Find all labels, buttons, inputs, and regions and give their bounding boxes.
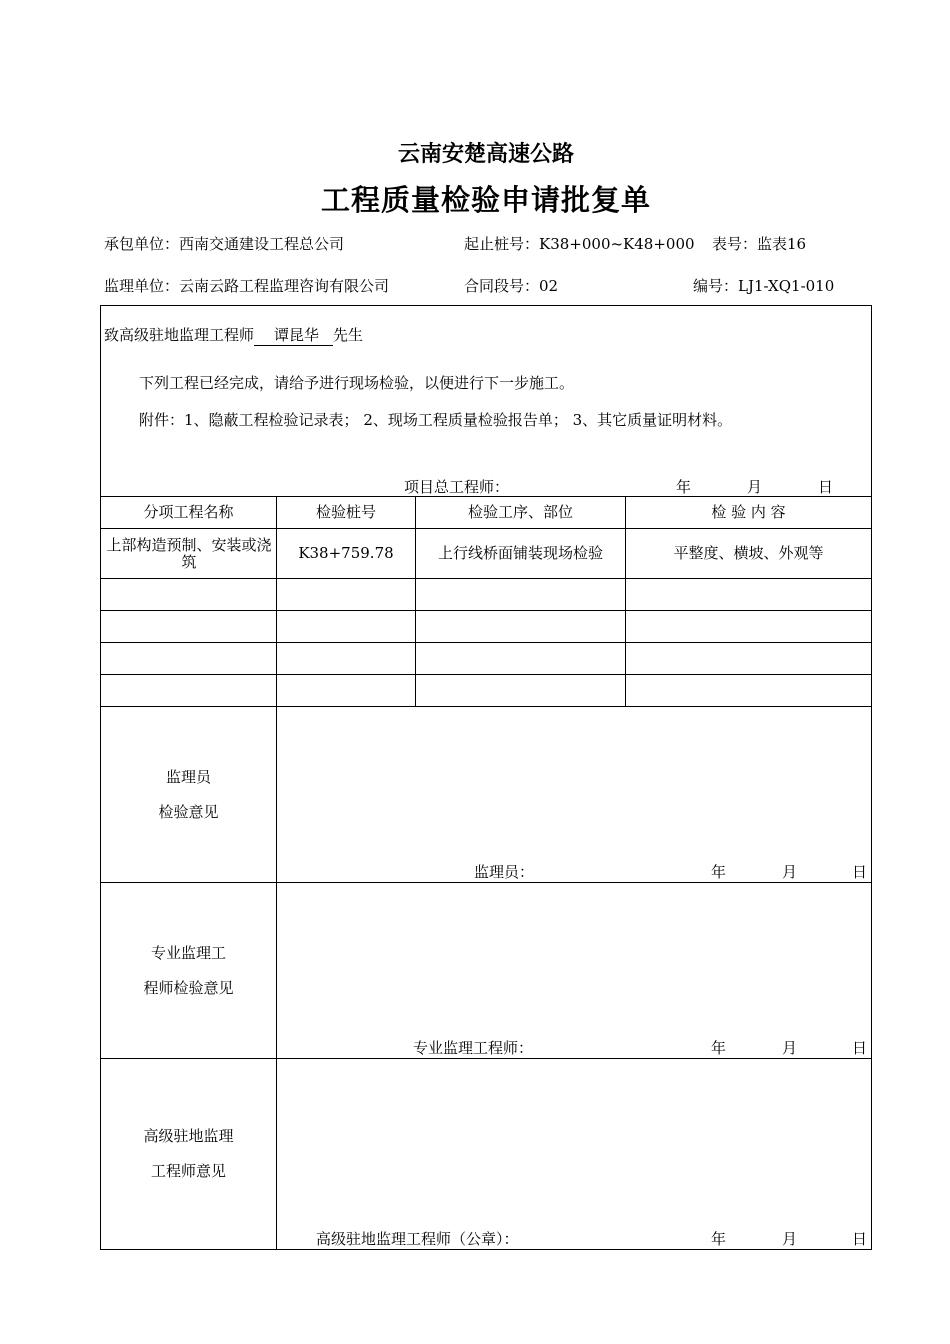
supervisor-unit: 监理单位：云南云路工程监理咨询有限公司 (104, 277, 390, 295)
date-month: 月 (782, 863, 798, 881)
divider (100, 674, 872, 675)
date-day: 日 (852, 1039, 868, 1057)
opinion-label-line: 程师检验意见 (143, 978, 234, 997)
header-process: 检验工序、部位 (467, 503, 573, 521)
supervisor-signature-label: 监理员： (474, 863, 535, 881)
chief-engineer-label: 项目总工程师： (404, 478, 510, 496)
date-month: 月 (782, 1230, 798, 1248)
request-body: 下列工程已经完成，请给予进行现场检验，以便进行下一步施工。 (139, 374, 575, 392)
header-station: 检验桩号 (315, 503, 376, 521)
date-year: 年 (711, 1230, 727, 1248)
addressee-name: 谭昆华 (254, 324, 333, 346)
divider (100, 642, 872, 643)
date-year: 年 (711, 863, 727, 881)
opinion-label-line: 专业监理工 (150, 943, 226, 962)
opinion-label-line: 工程师意见 (150, 1162, 226, 1180)
station-range: 起止桩号：K38+000~K48+000 (464, 235, 695, 253)
contract-section: 合同段号：02 (464, 277, 559, 295)
divider (100, 610, 872, 611)
form-number: 表号：监表16 (712, 235, 807, 253)
date-month: 月 (782, 1039, 798, 1057)
addressee-prefix: 致高级驻地监理工程师 (104, 326, 255, 344)
table-cell: 上部构造预制、安装或浇筑 (106, 535, 272, 571)
divider (100, 578, 872, 579)
opinion-label (101, 1059, 276, 1249)
table-cell: 上行线桥面铺装现场检验 (437, 544, 603, 562)
header-item-name: 分项工程名称 (143, 503, 234, 521)
addressee-suffix: 先生 (333, 326, 364, 344)
date-day: 日 (818, 478, 834, 496)
date-year: 年 (676, 478, 692, 496)
header-content: 检 验 内 容 (711, 503, 786, 521)
table-cell: K38+759.78 (298, 544, 394, 562)
date-year: 年 (711, 1039, 727, 1057)
serial-number: 编号：LJ1-XQ1-010 (693, 277, 835, 295)
opinion-label (101, 707, 276, 882)
opinion-label-line: 监理员 (165, 767, 211, 786)
addressee-line (104, 324, 363, 346)
date-day: 日 (852, 863, 868, 881)
form-title: 工程质量检验申请批复单 (320, 183, 651, 217)
resident-engineer-signature-label: 高级驻地监理工程师（公章）： (316, 1230, 519, 1248)
attachments: 附件：1、隐蔽工程检验记录表； 2、现场工程质量检验报告单； 3、其它质量证明材料。 (139, 411, 733, 429)
opinion-label-line: 检验意见 (158, 802, 219, 821)
table-cell: 平整度、横坡、外观等 (673, 544, 824, 562)
column-divider (276, 496, 277, 1250)
project-title: 云南安楚高速公路 (397, 141, 574, 167)
date-month: 月 (747, 478, 763, 496)
opinion-label (101, 883, 276, 1058)
date-day: 日 (852, 1230, 868, 1248)
opinion-label-line: 高级驻地监理 (143, 1127, 234, 1145)
contractor: 承包单位：西南交通建设工程总公司 (104, 235, 345, 253)
engineer-signature-label: 专业监理工程师： (413, 1039, 534, 1057)
